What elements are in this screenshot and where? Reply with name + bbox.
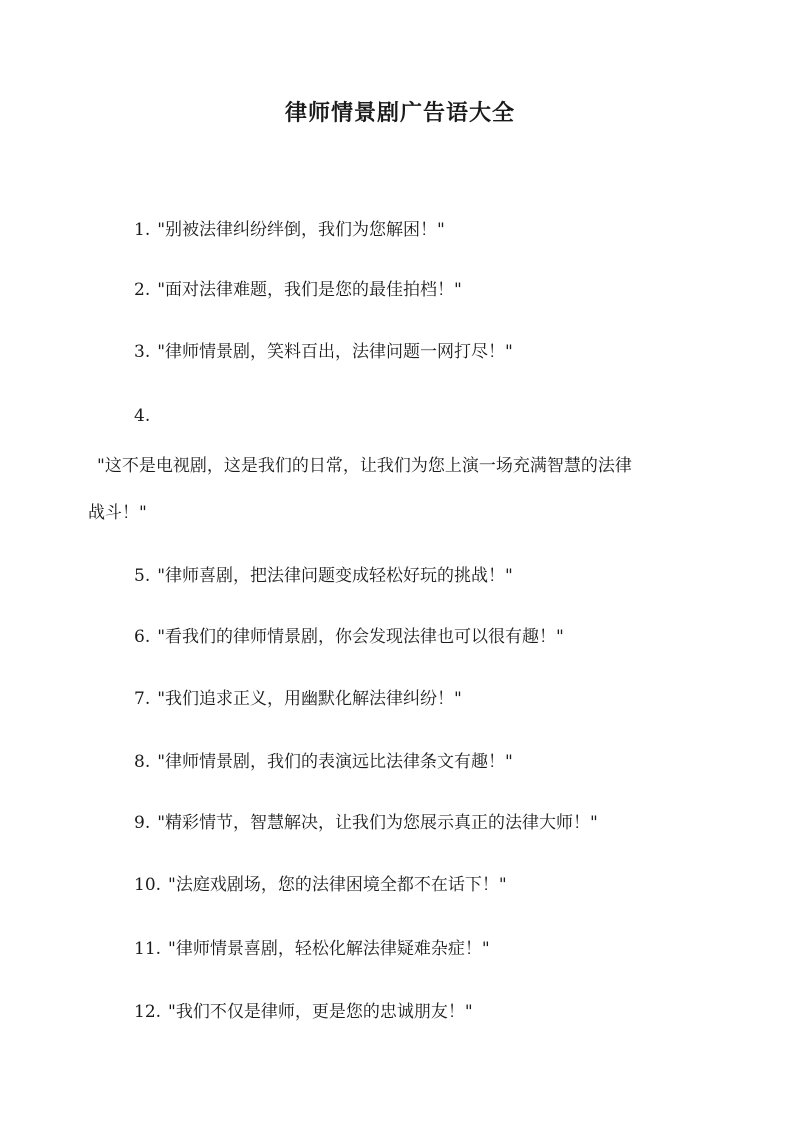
list-item bbox=[134, 568, 513, 585]
item-text-line1: "这不是电视剧，这是我们的日常，让我们为您上演一场充满智慧的法律 bbox=[97, 456, 632, 476]
list-item bbox=[134, 222, 445, 239]
item-text: "律师情景喜剧，轻松化解法律疑难杂症！" bbox=[168, 939, 490, 959]
item-text: "面对法律难题，我们是您的最佳拍档！" bbox=[157, 280, 462, 300]
item-number: 7. bbox=[134, 689, 151, 709]
list-item bbox=[134, 344, 513, 361]
item-number: 5. bbox=[134, 566, 151, 586]
item-number: 9. bbox=[134, 813, 151, 833]
list-item bbox=[134, 282, 462, 299]
item-number: 11. bbox=[134, 939, 162, 959]
list-item bbox=[134, 1004, 473, 1021]
item-number: 3. bbox=[134, 342, 151, 362]
item-number: 2. bbox=[134, 280, 151, 300]
item-number: 6. bbox=[134, 627, 151, 647]
list-item bbox=[134, 815, 598, 832]
item-number-standalone: 4. bbox=[134, 406, 151, 426]
item-text: "律师喜剧，把法律问题变成轻松好玩的挑战！" bbox=[157, 566, 513, 586]
item-text: "我们不仅是律师，更是您的忠诚朋友！" bbox=[168, 1002, 473, 1022]
item-text-line2: 战斗！" bbox=[88, 503, 147, 523]
item-number: 1. bbox=[134, 220, 151, 240]
page-title: 律师情景剧广告语大全 bbox=[284, 100, 515, 126]
list-item bbox=[134, 691, 462, 708]
item-text: "律师情景剧，笑料百出，法律问题一网打尽！" bbox=[157, 342, 513, 362]
item-text: "别被法律纠纷绊倒，我们为您解困！" bbox=[157, 220, 445, 240]
item-text: "精彩情节，智慧解决，让我们为您展示真正的法律大师！" bbox=[157, 813, 598, 833]
item-text: "我们追求正义，用幽默化解法律纠纷！" bbox=[157, 689, 462, 709]
list-item bbox=[134, 877, 507, 894]
list-item bbox=[134, 754, 513, 771]
list-item bbox=[134, 941, 490, 958]
item-text: "律师情景剧，我们的表演远比法律条文有趣！" bbox=[157, 752, 513, 772]
item-text: "法庭戏剧场，您的法律困境全都不在话下！" bbox=[168, 875, 507, 895]
item-text: "看我们的律师情景剧，你会发现法律也可以很有趣！" bbox=[157, 627, 564, 647]
item-number: 8. bbox=[134, 752, 151, 772]
item-number: 12. bbox=[134, 1002, 162, 1022]
item-number: 10. bbox=[134, 875, 162, 895]
list-item bbox=[134, 629, 564, 646]
